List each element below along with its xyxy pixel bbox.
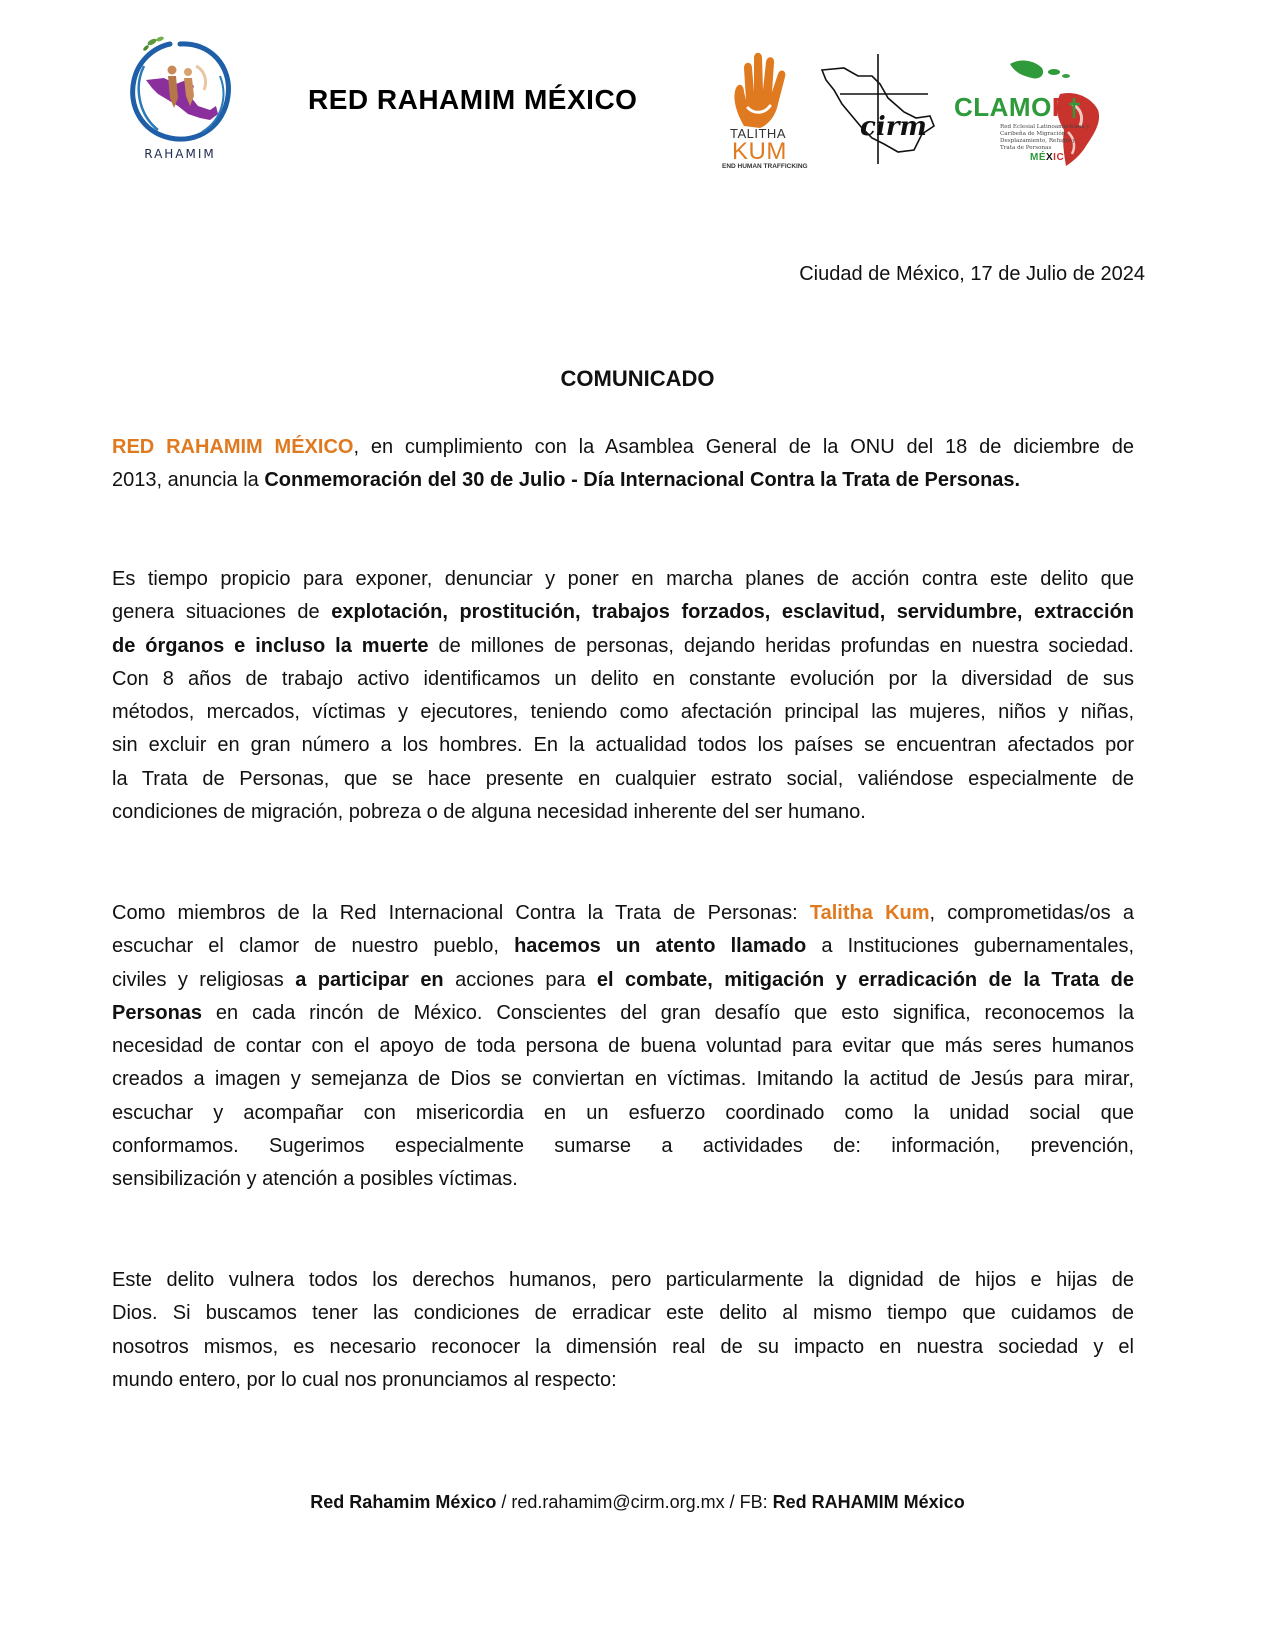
footer (0, 1492, 1275, 1513)
paragraph-4-line: mundo entero, por lo cual nos pronunciamos al respecto: (112, 1368, 617, 1391)
paragraph-3-line: escuchar y acompañar con misericordia en un esfuerzo coordinado como la unidad social que (112, 1101, 1134, 1124)
bold-run: a participar en (295, 968, 444, 991)
talitha-line3: END HUMAN TRAFFICKING (722, 163, 808, 170)
paragraph-1-line (112, 464, 1134, 497)
paragraph-4-line: nosotros mismos, es necesario reconocer la dimensión real de su impacto en nuestra sociedad y el (112, 1335, 1134, 1358)
talitha-kum-logo (718, 52, 810, 170)
paragraph-3-line (112, 930, 1134, 963)
bold-run: explotación, prostitución, trabajos forzados, esclavitud, servidumbre, extracción (331, 601, 1135, 624)
paragraph-3-line: conformamos. Sugerimos especialmente sumarse a actividades de: información, prevención, (112, 1135, 1134, 1158)
talitha-kum-highlight: Talitha Kum (809, 902, 930, 924)
paragraph-2-line (112, 596, 1134, 629)
talitha-line2: KUM (732, 138, 787, 165)
paragraph-3-line (112, 964, 1134, 997)
paragraph-3-line: creados a imagen y semejanza de Dios se conviertan en víctimas. Imitando la actitud de Jesús para mirar, (112, 1068, 1134, 1091)
text-run: a Instituciones gubernamentales, (806, 935, 1135, 958)
text-run: civiles y religiosas (112, 968, 296, 991)
header-title: RED RAHAMIM MÉXICO (308, 84, 638, 115)
date-line: Ciudad de México, 17 de Julio de 2024 (799, 263, 1145, 285)
paragraph-4-line: Este delito vulnera todos los derechos humanos, pero particularmente la dignidad de hijos e hijas de (112, 1269, 1134, 1291)
bold-run: de órganos e incluso la muerte (112, 634, 429, 657)
org-name-highlight: RED RAHAMIM MÉXICO (112, 436, 354, 458)
paragraph-3-line: necesidad de contar con el apoyo de toda persona de buena voluntad para evitar que más seres humanos (112, 1035, 1134, 1058)
text-run: de millones de personas, dejando heridas profundas en nuestra sociedad. (428, 634, 1134, 657)
hand-icon (730, 52, 792, 132)
paragraph-2-line: Con 8 años de trabajo activo identificamos un delito en constante evolución por la diversidad de sus (112, 667, 1134, 690)
clamor-subtitle: Red Eclesial Latinoamericana y Caribeña de Migración, Desplazamiento, Refugio y Trata de Personas (1000, 124, 1090, 151)
talitha-line1: TALITHA (730, 126, 786, 141)
cirm-logo (818, 54, 940, 166)
paragraph-2-line: condiciones de migración, pobreza o de alguna necesidad inherente del ser humano. (112, 801, 866, 824)
bold-run: hacemos un atento llamado (514, 935, 807, 958)
rahamim-logo-text: RAHAMIM (144, 147, 216, 161)
text-run: en cada rincón de México. Conscientes del gran desafío que esto significa, reconocemos la (202, 1001, 1134, 1024)
text-run: 2013, anuncia la (112, 469, 265, 492)
paragraph-3 (112, 897, 1134, 1197)
bold-run: el combate, mitigación y erradicación de la Trata de (596, 968, 1134, 991)
cirm-logo-text: cirm (860, 112, 927, 142)
clamor-wordmark (954, 92, 1071, 123)
paragraph-2-line: métodos, mercados, víctimas y ejecutores, teniendo como afectación principal las mujeres, niños y niñas, (112, 701, 1134, 724)
clamor-word-a: CLAMO (954, 92, 1052, 122)
rahamim-logo (124, 36, 236, 164)
paragraph-4-line: Dios. Si buscamos tener las condiciones de erradicar este delito al mismo tiempo que cuidamos de (112, 1302, 1134, 1325)
paragraph-2-line: sin excluir en gran número a los hombres. En la actualidad todos los países se encuentran afectados por (112, 734, 1134, 757)
clamor-word-b: R (1051, 92, 1072, 122)
footer-fb-link[interactable]: Red RAHAMIM México (772, 1492, 965, 1512)
footer-org: Red Rahamim México (310, 1492, 497, 1512)
text-run: , en cumplimiento con la Asamblea General de la ONU del 18 de diciembre de (353, 436, 1134, 458)
paragraph-2-line (112, 630, 1134, 663)
paragraph-1 (112, 431, 1134, 498)
clamor-logo (950, 54, 1150, 170)
text-run: acciones para (443, 968, 597, 991)
text-run: escuchar el clamor de nuestro pueblo, (112, 935, 515, 958)
document-title: COMUNICADO (560, 366, 715, 391)
text-run: genera situaciones de (112, 601, 332, 624)
paragraph-2-line: Es tiempo propicio para exponer, denunciar y poner en marcha planes de acción contra este delito que (112, 568, 1134, 590)
cross-map-icon (818, 54, 940, 166)
paragraph-3-line: sensibilización y atención a posibles víctimas. (112, 1168, 518, 1191)
bold-run: Personas (112, 1001, 203, 1024)
clamor-country: MÉXICO (1030, 152, 1073, 163)
paragraph-2-line: la Trata de Personas, que se hace presente en cualquier estrato social, valiéndose especialmente de (112, 767, 1134, 790)
paragraph-4 (112, 1264, 1134, 1397)
paragraph-3-line (112, 997, 1134, 1030)
footer-contact: / red.rahamim@cirm.org.mx / FB: (496, 1492, 773, 1512)
paragraph-1-line (112, 431, 1134, 464)
paragraph-2 (112, 563, 1134, 829)
text-run: , comprometidas/os a (929, 902, 1135, 924)
rahamim-emblem-icon (124, 36, 236, 148)
text-run: Como miembros de la Red Internacional Contra la Trata de Personas: (112, 902, 810, 924)
bold-run: Conmemoración del 30 de Julio - Día Internacional Contra la Trata de Personas. (264, 469, 1021, 492)
paragraph-3-line (112, 897, 1134, 930)
